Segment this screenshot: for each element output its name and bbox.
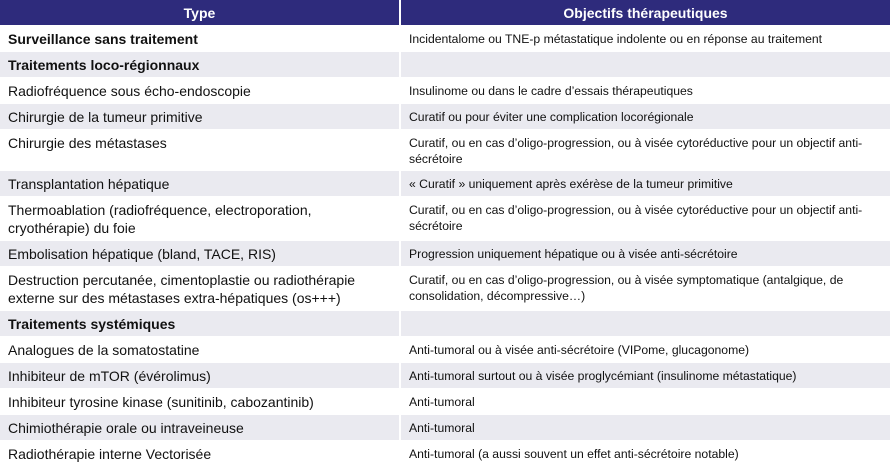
table-row: [0, 337, 890, 363]
table-row: [0, 171, 890, 197]
type-cell: Radiofréquence sous écho-endoscopie: [0, 78, 400, 104]
type-cell: Chirurgie de la tumeur primitive: [0, 104, 400, 130]
table-row: [0, 267, 890, 311]
type-cell: Inhibiteur tyrosine kinase (sunitinib, cabozantinib): [0, 389, 400, 415]
table-row: [0, 78, 890, 104]
objectif-cell: Curatif ou pour éviter une complication locorégionale: [400, 104, 890, 130]
type-cell: Analogues de la somatostatine: [0, 337, 400, 363]
table-row: [0, 241, 890, 267]
type-cell: Inhibiteur de mTOR (évérolimus): [0, 363, 400, 389]
objectif-cell: Anti-tumoral: [400, 415, 890, 441]
objectif-cell: Anti-tumoral surtout ou à visée proglycémiant (insulinome métastatique): [400, 363, 890, 389]
objectif-cell: « Curatif » uniquement après exérèse de la tumeur primitive: [400, 171, 890, 197]
objectif-cell: Curatif, ou en cas d’oligo-progression, ou à visée cytoréductive pour un objectif anti-sécrétoire: [400, 130, 890, 171]
objectif-cell: Progression uniquement hépatique ou à visée anti-sécrétoire: [400, 241, 890, 267]
table-row: [0, 104, 890, 130]
table-row: [0, 441, 890, 467]
objectif-cell: [400, 52, 890, 78]
objectif-cell: Insulinome ou dans le cadre d’essais thérapeutiques: [400, 78, 890, 104]
type-cell: Surveillance sans traitement: [0, 26, 400, 52]
table-row: [0, 363, 890, 389]
section-heading-loco-regional: Traitements loco-régionnaux: [0, 52, 400, 78]
objectif-cell: Anti-tumoral (a aussi souvent un effet anti-sécrétoire notable): [400, 441, 890, 467]
objectif-cell: Anti-tumoral: [400, 389, 890, 415]
table-header-row: [0, 0, 890, 26]
column-header-objectifs: Objectifs thérapeutiques: [400, 0, 890, 26]
section-heading-systemic: Traitements systémiques: [0, 311, 400, 337]
objectif-cell: [400, 311, 890, 337]
table-row: [0, 389, 890, 415]
table-row: [0, 415, 890, 441]
type-cell: Chirurgie des métastases: [0, 130, 400, 171]
type-cell: Embolisation hépatique (bland, TACE, RIS): [0, 241, 400, 267]
section-row: [0, 311, 890, 337]
type-cell: Thermoablation (radiofréquence, electroporation, cryothérapie) du foie: [0, 197, 400, 241]
type-cell: Destruction percutanée, cimentoplastie ou radiothérapie externe sur des métastases extra-hépatiques (os+++): [0, 267, 400, 311]
table-row: [0, 130, 890, 171]
column-header-type: Type: [0, 0, 400, 26]
objectif-cell: Curatif, ou en cas d’oligo-progression, ou à visée cytoréductive pour un objectif anti-sécrétoire: [400, 197, 890, 241]
type-cell: Chimiothérapie orale ou intraveineuse: [0, 415, 400, 441]
objectif-cell: Anti-tumoral ou à visée anti-sécrétoire (VIPome, glucagonome): [400, 337, 890, 363]
table-row: [0, 26, 890, 52]
objectif-cell: Curatif, ou en cas d’oligo-progression, ou à visée symptomatique (antalgique, de consolidation, décompressive…): [400, 267, 890, 311]
type-cell: Transplantation hépatique: [0, 171, 400, 197]
section-row: [0, 52, 890, 78]
objectif-cell: Incidentalome ou TNE-p métastatique indolente ou en réponse au traitement: [400, 26, 890, 52]
table-row: [0, 197, 890, 241]
type-cell: Radiothérapie interne Vectorisée: [0, 441, 400, 467]
